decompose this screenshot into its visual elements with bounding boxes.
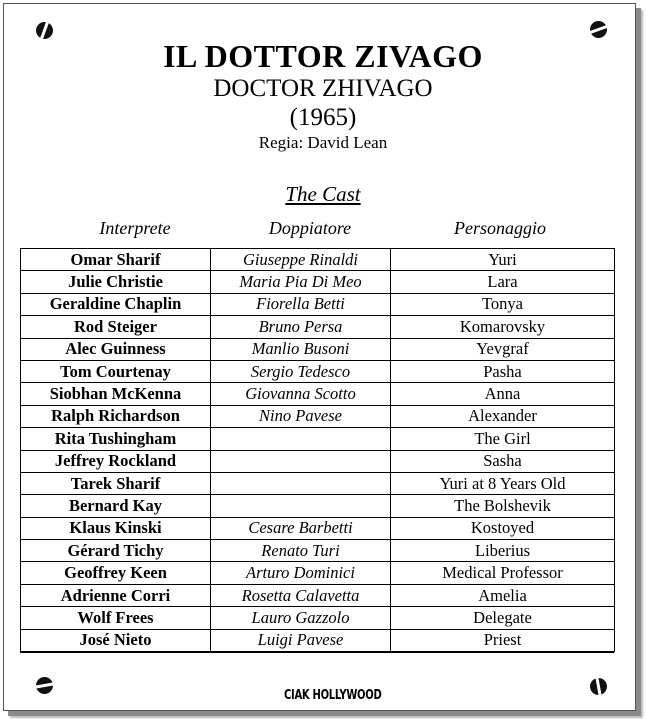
bottom-rule [20, 652, 614, 653]
ciak-hollywood-logo: CIAK HOLLYWOOD [284, 688, 382, 703]
actor-cell: Geoffrey Keen [21, 562, 211, 584]
character-cell: Yevgraf [391, 338, 615, 360]
table-row [21, 607, 615, 629]
actor-cell: Tom Courtenay [21, 360, 211, 382]
screw-icon-top-left [36, 22, 53, 39]
character-cell: Amelia [391, 584, 615, 606]
actor-cell: Bernard Kay [21, 495, 211, 517]
dubber-cell [211, 428, 391, 450]
dubber-cell: Giuseppe Rinaldi [211, 249, 391, 271]
actor-cell: Gérard Tichy [21, 540, 211, 562]
table-row [21, 383, 615, 405]
table-row [21, 495, 615, 517]
character-cell: Pasha [391, 360, 615, 382]
table-row [21, 249, 615, 271]
actor-cell: Omar Sharif [21, 249, 211, 271]
screw-icon-bottom-left [36, 677, 53, 694]
character-cell: Sasha [391, 450, 615, 472]
actor-cell: Jeffrey Rockland [21, 450, 211, 472]
table-row [21, 405, 615, 427]
character-cell: Priest [391, 629, 615, 651]
column-header-dubber: Doppiatore [268, 218, 352, 238]
actor-cell: Tarek Sharif [21, 472, 211, 494]
dubber-cell: Fiorella Betti [211, 293, 391, 315]
table-row [21, 629, 615, 651]
dubber-cell: Maria Pia Di Meo [211, 271, 391, 293]
table-row [21, 517, 615, 539]
character-cell: The Bolshevik [391, 495, 615, 517]
table-row [21, 472, 615, 494]
table-row [21, 316, 615, 338]
director-line: Regia: David Lean [258, 133, 388, 152]
actor-cell: Rod Steiger [21, 316, 211, 338]
character-cell: Yuri at 8 Years Old [391, 472, 615, 494]
screw-icon-top-right [590, 21, 607, 38]
subtitle: DOCTOR ZHIVAGO [213, 75, 433, 102]
actor-cell: Geraldine Chaplin [21, 293, 211, 315]
actor-cell: Alec Guinness [21, 338, 211, 360]
dubber-cell: Cesare Barbetti [211, 517, 391, 539]
year: (1965) [289, 104, 357, 131]
cast-heading: The Cast [285, 182, 361, 206]
actor-cell: Rita Tushingham [21, 428, 211, 450]
column-header-character: Personaggio [454, 218, 546, 238]
dubber-cell: Rosetta Calavetta [211, 584, 391, 606]
cast-table [20, 248, 615, 652]
character-cell: Tonya [391, 293, 615, 315]
dubber-cell: Manlio Busoni [211, 338, 391, 360]
dubber-cell: Lauro Gazzolo [211, 607, 391, 629]
character-cell: Yuri [391, 249, 615, 271]
actor-cell: Wolf Frees [21, 607, 211, 629]
character-cell: Lara [391, 271, 615, 293]
dubber-cell: Giovanna Scotto [211, 383, 391, 405]
table-row [21, 540, 615, 562]
character-cell: Alexander [391, 405, 615, 427]
actor-cell: Siobhan McKenna [21, 383, 211, 405]
dubber-cell [211, 450, 391, 472]
character-cell: Komarovsky [391, 316, 615, 338]
table-row [21, 271, 615, 293]
character-cell: Medical Professor [391, 562, 615, 584]
actor-cell: Ralph Richardson [21, 405, 211, 427]
actor-cell: José Nieto [21, 629, 211, 651]
character-cell: Kostoyed [391, 517, 615, 539]
dubber-cell [211, 472, 391, 494]
dubber-cell: Renato Turi [211, 540, 391, 562]
dubber-cell: Bruno Persa [211, 316, 391, 338]
character-cell: Liberius [391, 540, 615, 562]
table-row [21, 450, 615, 472]
table-row [21, 293, 615, 315]
table-row [21, 584, 615, 606]
actor-cell: Julie Christie [21, 271, 211, 293]
dubber-cell: Arturo Dominici [211, 562, 391, 584]
column-header-actor: Interprete [99, 218, 171, 238]
screw-icon-bottom-right [590, 678, 607, 695]
character-cell: Anna [391, 383, 615, 405]
table-row [21, 360, 615, 382]
actor-cell: Klaus Kinski [21, 517, 211, 539]
dubber-cell [211, 495, 391, 517]
dubber-cell: Luigi Pavese [211, 629, 391, 651]
table-row [21, 338, 615, 360]
dubber-cell: Nino Pavese [211, 405, 391, 427]
character-cell: Delegate [391, 607, 615, 629]
character-cell: The Girl [391, 428, 615, 450]
table-row [21, 428, 615, 450]
main-title: IL DOTTOR ZIVAGO [163, 38, 483, 74]
table-row [21, 562, 615, 584]
actor-cell: Adrienne Corri [21, 584, 211, 606]
dubber-cell: Sergio Tedesco [211, 360, 391, 382]
